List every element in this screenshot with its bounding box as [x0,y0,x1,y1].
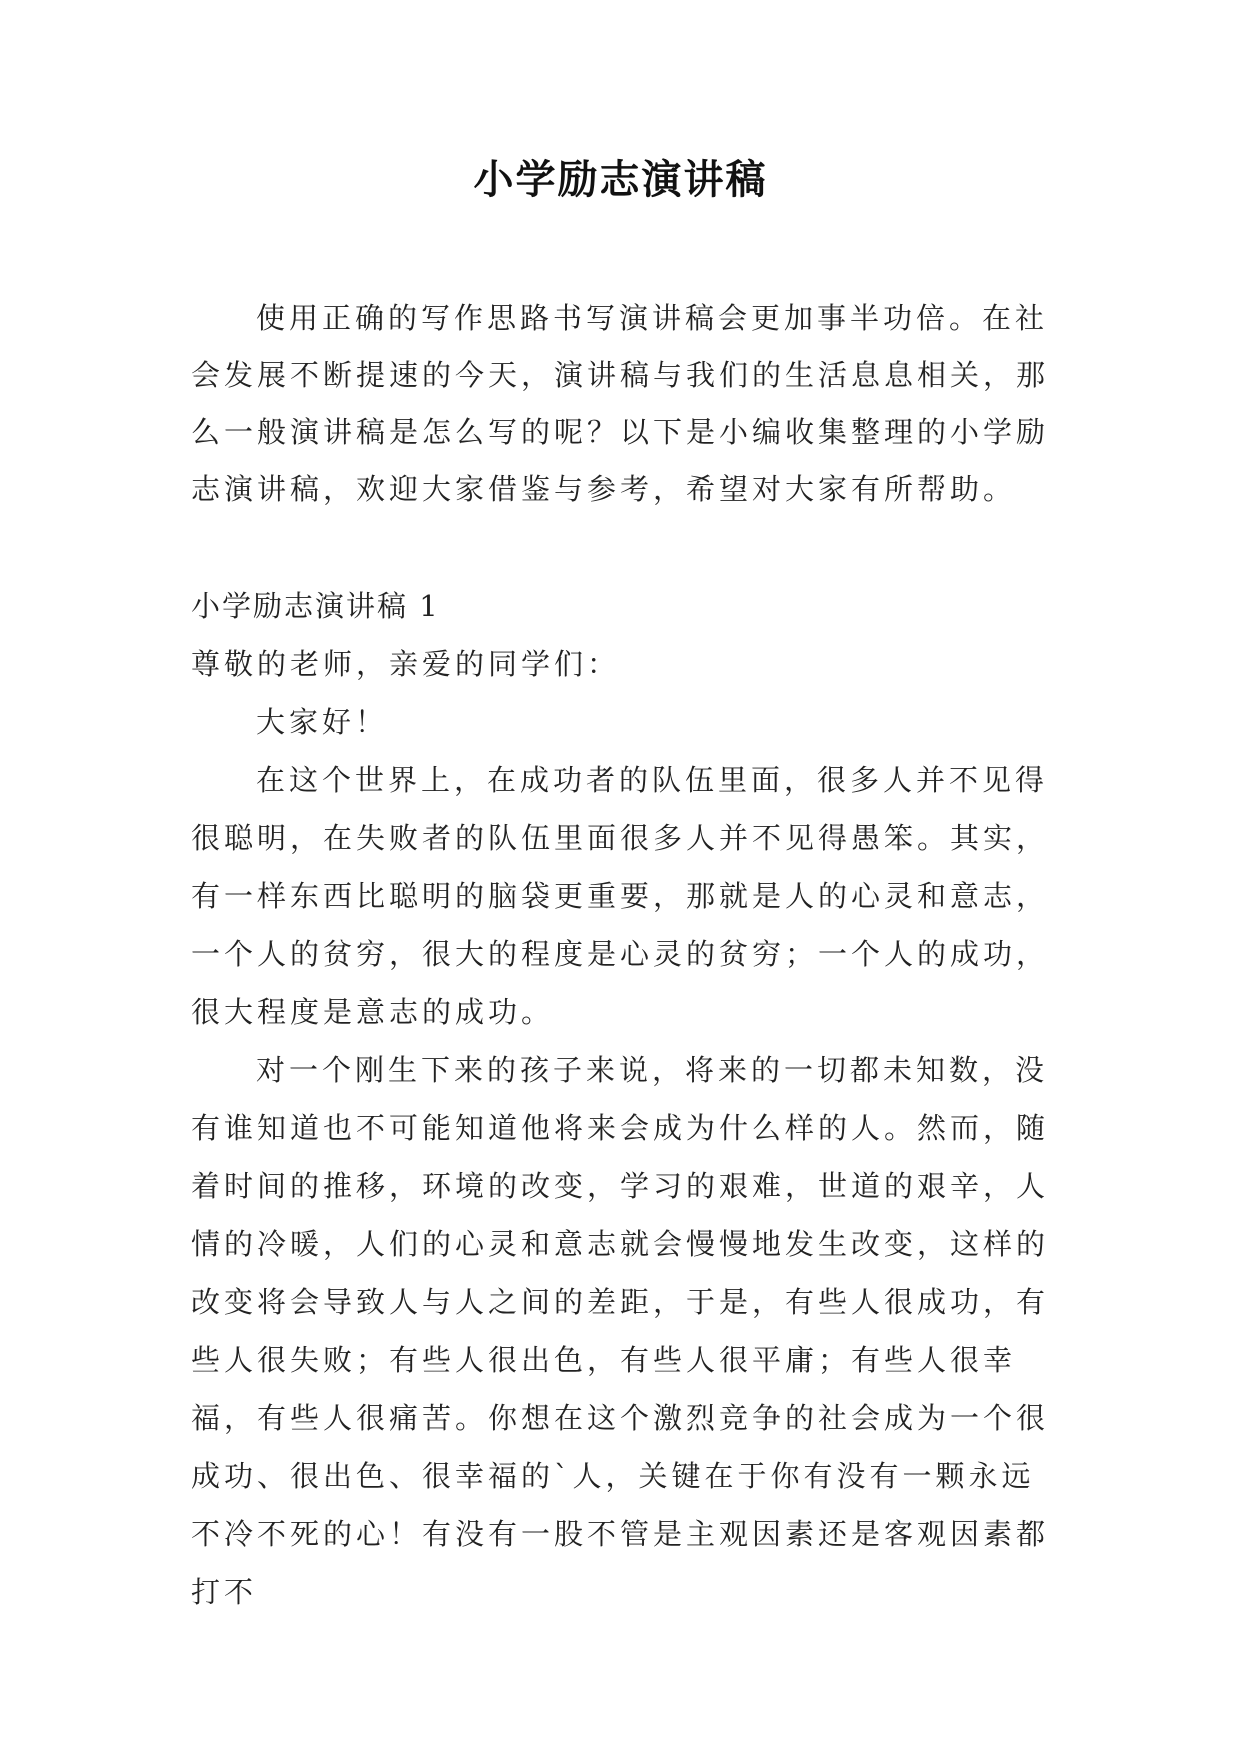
greeting: 大家好！ [256,705,389,739]
intro-section [191,290,1051,518]
document-title: 小学励志演讲稿 [473,157,768,203]
intro-paragraph: 使用正确的写作思路书写演讲稿会更加事半功倍。在社会发展不断提速的今天，演讲稿与我们的生活息息相关，那么一般演讲稿是怎么写的呢？以下是小编收集整理的小学励志演讲稿，欢迎大家借鉴与参考，希望对大家有所帮助。 [191,301,1050,506]
salutation: 尊敬的老师，亲爱的同学们： [191,647,621,681]
section-heading: 小学励志演讲稿 1 [191,589,440,623]
body-paragraph-1: 在这个世界上，在成功者的队伍里面，很多人并不见得很聪明，在失败者的队伍里面很多人并不见得愚笨。其实，有一样东西比聪明的脑袋更重要，那就是人的心灵和意志，一个人的贫穷，很大的程度是心灵的贫穷；一个人的成功，很大程度是意志的成功。 [191,763,1050,1029]
body-paragraph-2: 对一个刚生下来的孩子来说，将来的一切都未知数，没有谁知道也不可能知道他将来会成为什么样的人。然而，随着时间的推移，环境的改变，学习的艰难，世道的艰辛，人情的冷暖，人们的心灵和意志就会慢慢地发生改变，这样的改变将会导致人与人之间的差距，于是，有些人很成功，有些人很失败；有些人很出色，有些人很平庸；有些人很幸福，有些人很痛苦。你想在这个激烈竞争的社会成为一个很成功、很出色、很幸福的`人，关键在于你有没有一颗永远不冷不死的心！有没有一股不管是主观因素还是客观因素都打不 [191,1053,1050,1609]
speech-section [191,577,1051,1621]
